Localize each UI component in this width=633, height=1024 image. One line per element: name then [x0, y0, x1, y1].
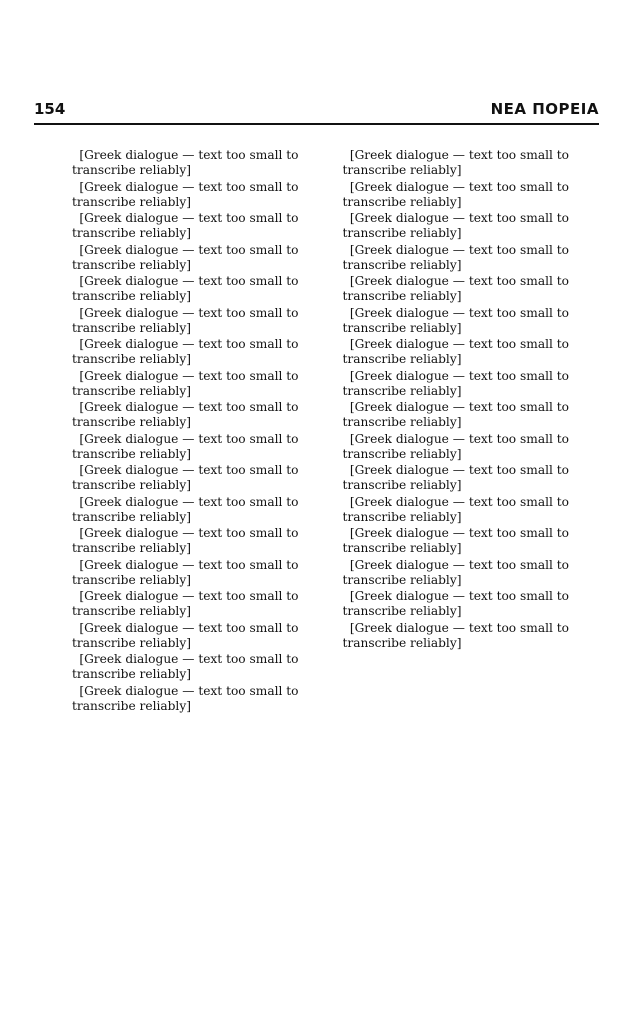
paragraph: [Greek dialogue — text too small to transcribe reliably] — [342, 211, 569, 241]
paragraph: [Greek dialogue — text too small to transcribe reliably] — [342, 620, 569, 650]
left-column — [72, 148, 327, 988]
paragraph: [Greek dialogue — text too small to transcribe reliably] — [72, 368, 299, 398]
paragraph: [Greek dialogue — text too small to transcribe reliably] — [72, 179, 299, 209]
page-number: 154 — [34, 100, 66, 118]
paragraph: [Greek dialogue — text too small to transcribe reliably] — [72, 274, 299, 304]
paragraph: [Greek dialogue — text too small to transcribe reliably] — [72, 526, 299, 556]
paragraph: [Greek dialogue — text too small to transcribe reliably] — [72, 305, 299, 335]
paragraph: [Greek dialogue — text too small to transcribe reliably] — [72, 683, 299, 713]
paragraph: [Greek dialogue — text too small to transcribe reliably] — [342, 431, 569, 461]
paragraph: [Greek dialogue — text too small to transcribe reliably] — [72, 652, 299, 682]
paragraph: [Greek dialogue — text too small to transcribe reliably] — [72, 431, 299, 461]
paragraph: [Greek dialogue — text too small to transcribe reliably] — [342, 557, 569, 587]
paragraph: [Greek dialogue — text too small to transcribe reliably] — [342, 400, 569, 430]
paragraph: [Greek dialogue — text too small to transcribe reliably] — [342, 274, 569, 304]
paragraph: [Greek dialogue — text too small to transcribe reliably] — [72, 242, 299, 272]
paragraph: [Greek dialogue — text too small to transcribe reliably] — [342, 242, 569, 272]
paragraph: [Greek dialogue — text too small to transcribe reliably] — [342, 368, 569, 398]
journal-title: ΝΕΑ ΠΟΡΕΙΑ — [490, 100, 599, 118]
running-header — [34, 100, 599, 124]
paragraph: [Greek dialogue — text too small to transcribe reliably] — [342, 148, 569, 178]
paragraph: [Greek dialogue — text too small to transcribe reliably] — [72, 589, 299, 619]
right-column — [343, 148, 598, 988]
paragraph: [Greek dialogue — text too small to transcribe reliably] — [342, 589, 569, 619]
paragraph: [Greek dialogue — text too small to transcribe reliably] — [342, 463, 569, 493]
paragraph: [Greek dialogue — text too small to transcribe reliably] — [342, 305, 569, 335]
paragraph: [Greek dialogue — text too small to transcribe reliably] — [72, 494, 299, 524]
header-rule — [34, 123, 599, 125]
paragraph: [Greek dialogue — text too small to transcribe reliably] — [72, 463, 299, 493]
paragraph: [Greek dialogue — text too small to transcribe reliably] — [342, 337, 569, 367]
paragraph: [Greek dialogue — text too small to transcribe reliably] — [72, 620, 299, 650]
paragraph: [Greek dialogue — text too small to transcribe reliably] — [72, 148, 299, 178]
paragraph: [Greek dialogue — text too small to transcribe reliably] — [72, 557, 299, 587]
paragraph: [Greek dialogue — text too small to transcribe reliably] — [72, 400, 299, 430]
paragraph: [Greek dialogue — text too small to transcribe reliably] — [342, 526, 569, 556]
paragraph: [Greek dialogue — text too small to transcribe reliably] — [72, 337, 299, 367]
text-columns — [72, 148, 597, 988]
paragraph: [Greek dialogue — text too small to transcribe reliably] — [342, 494, 569, 524]
paragraph: [Greek dialogue — text too small to transcribe reliably] — [342, 179, 569, 209]
paragraph: [Greek dialogue — text too small to transcribe reliably] — [72, 211, 299, 241]
